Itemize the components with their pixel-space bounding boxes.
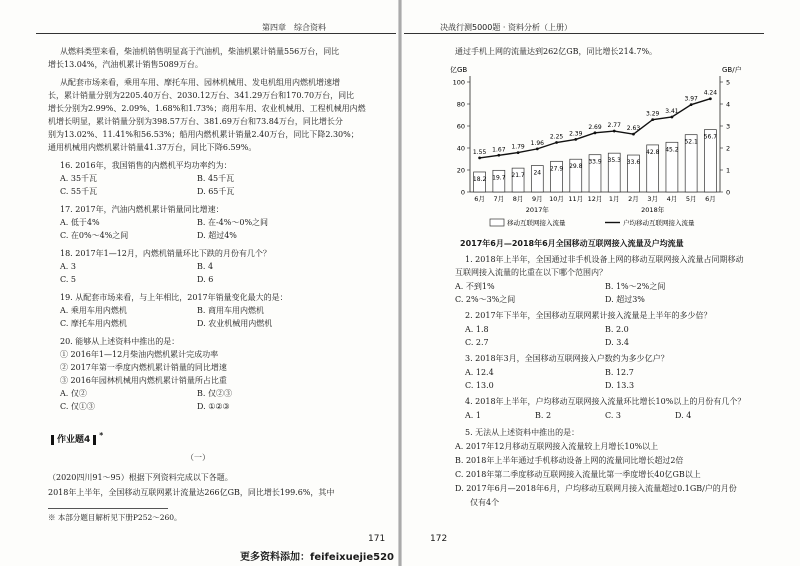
x-tick-label: 1月 bbox=[608, 195, 620, 203]
page-number-left: 171 bbox=[368, 534, 386, 544]
x-tick-label: 8月 bbox=[512, 195, 524, 203]
statement-2: ② 2017年第一季度内燃机累计销量的同比增速 bbox=[60, 363, 227, 372]
question-stem-cont: 互联网接入流量的比重在以下哪个范围内？ bbox=[455, 268, 607, 277]
question-stem: 17. 2017年，汽油内燃机累计销量同比增速： bbox=[60, 205, 224, 214]
line-value-label: 2.25 bbox=[549, 133, 564, 141]
x-tick-label: 10月 bbox=[549, 195, 564, 203]
question-stem: 19. 从配套市场来看，与上年相比，2017年销量变化最大的是： bbox=[60, 293, 288, 302]
line-value-label: 1.96 bbox=[530, 139, 544, 147]
chart-title: 2017年6月—2018年6月全国移动互联网接入流量及户均流量 bbox=[460, 239, 684, 248]
bar-value-label: 27.9 bbox=[549, 165, 564, 173]
line-value-label: 2.39 bbox=[569, 130, 583, 138]
right-header-title: 决战行测5000题 · 资料分析（上册） bbox=[440, 23, 572, 32]
y-tick-label-left: 0 bbox=[460, 188, 465, 197]
option-d[interactable]: D. 13.3 bbox=[605, 381, 635, 390]
y-tick-label-left: 80 bbox=[456, 100, 465, 109]
intro-line: 长，累计销量分别为2205.40万台、2030.12万台、341.29万台和170.70万台，同比 bbox=[48, 91, 355, 100]
option-a[interactable]: A. 1 bbox=[465, 411, 481, 420]
intro-line: 从燃料类型来看，柴油机销售明显高于汽油机，柴油机累计销量556万台，同比 bbox=[60, 47, 340, 56]
bar-value-label: 33.9 bbox=[588, 158, 602, 166]
line-value-label: 1.55 bbox=[472, 148, 487, 156]
x-tick-label: 7月 bbox=[493, 195, 505, 203]
line-value-label: 2.63 bbox=[626, 125, 641, 133]
bar-value-label: 45.2 bbox=[665, 146, 679, 154]
book-gutter bbox=[398, 0, 402, 566]
bar-value-label: 33.6 bbox=[626, 159, 641, 167]
line-value-label: 1.79 bbox=[511, 143, 525, 151]
bar-value-label: 29.8 bbox=[569, 163, 583, 171]
x-tick-label: 12月 bbox=[587, 195, 603, 203]
option-b[interactable]: B. 4 bbox=[197, 262, 214, 271]
line-point bbox=[536, 147, 539, 150]
question-stem: 3. 2018年3月，全国移动互联网接入户数约为多少亿户？ bbox=[465, 354, 669, 363]
y-tick-label-left: 100 bbox=[452, 78, 465, 87]
option-b[interactable]: B. 仅②③ bbox=[197, 389, 232, 398]
line-point bbox=[594, 131, 597, 134]
y-tick-label-right: 5 bbox=[726, 78, 731, 87]
option-d-cont: 仅有4个 bbox=[470, 498, 500, 507]
option-c[interactable]: C. 在0%～4%之间 bbox=[60, 231, 129, 240]
option-d[interactable]: D. 超过3% bbox=[605, 295, 645, 304]
year-label: 2018年 bbox=[641, 206, 665, 214]
left-header-chapter: 第四章 综合资料 bbox=[262, 23, 326, 32]
section-title: 作业题4 bbox=[57, 435, 91, 445]
line-point bbox=[478, 157, 481, 160]
question-stem: 20. 能够从上述资料中推出的是： bbox=[60, 337, 180, 346]
left-header-rule bbox=[36, 33, 396, 34]
bar-value-label: 21.7 bbox=[511, 172, 525, 180]
bar-value-label: 42.8 bbox=[646, 148, 660, 156]
option-b[interactable]: B. 2.0 bbox=[605, 325, 629, 334]
line-value-label: 1.67 bbox=[492, 146, 506, 154]
legend-bar-swatch bbox=[490, 219, 504, 226]
x-tick-label: 2月 bbox=[628, 195, 639, 203]
line-value-label: 2.77 bbox=[607, 122, 621, 130]
x-tick-label: 9月 bbox=[531, 195, 543, 203]
option-b[interactable]: B. 45千瓦 bbox=[197, 174, 235, 183]
x-tick-label: 4月 bbox=[666, 195, 678, 203]
x-tick-label: 3月 bbox=[647, 195, 659, 203]
bar-value-label: 56.7 bbox=[703, 133, 718, 141]
section-star: * bbox=[99, 431, 104, 440]
option-b[interactable]: B. 1%～2%之间 bbox=[605, 282, 666, 291]
y-tick-label-right: 3 bbox=[726, 122, 731, 131]
y-tick-label-right: 1 bbox=[726, 166, 731, 175]
question-stem: 2. 2017年下半年，全国移动互联网累计接入流量是上半年的多少倍？ bbox=[465, 311, 712, 320]
year-label: 2017年 bbox=[525, 206, 549, 214]
x-tick-label: 6月 bbox=[474, 195, 485, 203]
line-point bbox=[632, 133, 635, 136]
option-d[interactable]: D. 农业机械用内燃机 bbox=[197, 319, 273, 328]
option-c[interactable]: C. 13.0 bbox=[465, 381, 494, 390]
line-point bbox=[651, 118, 654, 121]
option-a[interactable]: A. 12.4 bbox=[465, 368, 494, 377]
option-d[interactable]: D. 超过4% bbox=[197, 231, 237, 240]
line-point bbox=[517, 151, 520, 154]
right-top-line: 通过手机上网的流量达到262亿GB，同比增长214.7%。 bbox=[455, 47, 658, 56]
bar-value-label: 18.2 bbox=[472, 175, 487, 183]
statement-1: ① 2016年1—12月柴油内燃机累计完成功率 bbox=[60, 350, 219, 359]
y-tick-label-right: 4 bbox=[726, 100, 731, 109]
legend-line-label: 户均移动互联网接入流量 bbox=[623, 219, 695, 227]
footnote: ※ 本部分题目解析见下册P252～260。 bbox=[48, 513, 182, 522]
option-a[interactable]: A. 乘用车用内燃机 bbox=[60, 306, 127, 315]
intro-line: 增长分别为2.99%、2.09%、1.68%和1.73%；商用车用、农业机械用、工程机械用内燃 bbox=[48, 104, 366, 113]
data-line: 2018年上半年，全国移动互联网累计流量达266亿GB，同比增长199.6%，其中 bbox=[48, 488, 335, 497]
footnote-rule bbox=[48, 508, 168, 509]
option-b[interactable]: B. 12.7 bbox=[605, 368, 634, 377]
option-c[interactable]: C. 5 bbox=[60, 275, 77, 284]
option-c[interactable]: C. 3 bbox=[605, 411, 622, 420]
question-stem: 16. 2016年，我国销售的内燃机平均功率约为： bbox=[60, 161, 232, 170]
option-c[interactable]: C. 2.7 bbox=[465, 338, 489, 347]
line-value-label: 3.29 bbox=[646, 110, 660, 118]
line-value-label: 4.24 bbox=[703, 89, 718, 97]
option-d[interactable]: D. 6 bbox=[197, 275, 214, 284]
intro-line: 通用机械用内燃机累计销量41.37万台，同比下降6.59%。 bbox=[48, 143, 257, 152]
legend-bar-label: 移动互联网接入流量 bbox=[507, 219, 566, 227]
part-label: （一） bbox=[186, 453, 210, 462]
option-c[interactable]: C. 摩托车用内燃机 bbox=[60, 319, 127, 328]
intro-line: 增长13.04%，汽油机累计销售5089万台。 bbox=[48, 60, 203, 69]
option-a[interactable]: A. 1.8 bbox=[465, 325, 489, 334]
statement-3: ③ 2016年园林机械用内燃机累计销量所占比重 bbox=[60, 376, 227, 385]
option-d[interactable]: D. 4 bbox=[675, 411, 692, 420]
y-tick-label-left: 40 bbox=[456, 144, 465, 153]
section-bar-icon bbox=[51, 435, 54, 445]
page-number-right: 172 bbox=[430, 534, 448, 544]
option-d[interactable]: D. 65千瓦 bbox=[197, 187, 235, 196]
right-header-rule bbox=[404, 33, 764, 34]
line-point bbox=[497, 154, 500, 157]
question-stem: 4. 2018年上半年，户均移动互联网接入流量环比增长10%以上的月份有几个？ bbox=[465, 397, 746, 406]
section-bar-icon bbox=[93, 435, 96, 445]
line-value-label: 3.97 bbox=[684, 95, 698, 103]
option-b[interactable]: B. 2018年上半年通过手机移动设备上网的流量同比增长超过2倍 bbox=[455, 456, 684, 465]
left-axis-unit: 亿GB bbox=[450, 66, 468, 74]
traffic-chart bbox=[448, 60, 758, 235]
option-c[interactable]: C. 2018年第二季度移动互联网接入流量比第一季度增长40亿GB以上 bbox=[455, 470, 701, 479]
option-a[interactable]: A. 仅② bbox=[60, 389, 87, 398]
line-point bbox=[690, 103, 693, 106]
option-a[interactable]: A. 低于4% bbox=[60, 218, 100, 227]
option-b[interactable]: B. 商用车用内燃机 bbox=[197, 306, 264, 315]
y-tick-label-right: 0 bbox=[726, 188, 731, 197]
bar-value-label: 24 bbox=[533, 169, 542, 177]
source-line: （2020四川91～95）根据下列资料完成以下各题。 bbox=[48, 473, 233, 482]
option-a[interactable]: A. 35千瓦 bbox=[60, 174, 98, 183]
option-c[interactable]: C. 2%～3%之间 bbox=[455, 295, 516, 304]
question-stem: 1. 2018年上半年，全国通过非手机设备上网的移动互联网接入流量占同期移动 bbox=[465, 255, 744, 264]
option-c[interactable]: C. 仅①③ bbox=[60, 402, 95, 411]
option-c[interactable]: C. 55千瓦 bbox=[60, 187, 98, 196]
question-stem: 5. 无法从上述资料中推出的是： bbox=[465, 428, 580, 437]
section-heading bbox=[48, 430, 103, 446]
line-value-label: 2.69 bbox=[588, 123, 602, 131]
y-tick-label-left: 60 bbox=[456, 122, 465, 131]
right-axis-unit: GB/户 bbox=[722, 66, 742, 74]
watermark-text: 更多资料添加：feifeixuejie520 bbox=[240, 552, 394, 563]
x-tick-label: 11月 bbox=[568, 195, 584, 203]
option-a[interactable]: A. 2017年12月移动互联网接入流量较上月增长10%以上 bbox=[455, 442, 659, 451]
intro-line: 从配套市场来看，乘用车用、摩托车用、园林机械用、发电机组用内燃机增速增 bbox=[60, 78, 340, 87]
option-d[interactable]: D. 2017年6月—2018年6月，户均移动互联网月接入流量超过0.1GB/户的月份 bbox=[455, 484, 737, 493]
line-point bbox=[555, 141, 558, 144]
y-tick-label-left: 20 bbox=[456, 166, 465, 175]
option-d[interactable]: D. 3.4 bbox=[605, 338, 629, 347]
line-point bbox=[574, 138, 577, 141]
bar-value-label: 19.7 bbox=[492, 174, 506, 182]
line-point bbox=[709, 97, 712, 100]
line-point bbox=[613, 130, 616, 133]
option-a[interactable]: A. 不到1% bbox=[455, 282, 495, 291]
line-value-label: 3.41 bbox=[665, 107, 679, 115]
line-point bbox=[671, 116, 674, 119]
intro-line: 机增长明显，累计销量分别为398.57万台、381.69万台和73.84万台，同比增长分 bbox=[48, 117, 343, 126]
option-d[interactable]: D. ①②③ bbox=[197, 402, 230, 411]
x-tick-label: 6月 bbox=[705, 195, 716, 203]
y-tick-label-right: 2 bbox=[726, 144, 731, 153]
option-b[interactable]: B. 2 bbox=[535, 411, 552, 420]
question-stem: 18. 2017年1—12月，内燃机销量环比下跌的月份有几个？ bbox=[60, 249, 271, 258]
bar-value-label: 35.3 bbox=[607, 157, 621, 165]
option-a[interactable]: A. 3 bbox=[60, 262, 76, 271]
bar-value-label: 52.1 bbox=[684, 138, 698, 146]
x-tick-label: 5月 bbox=[685, 195, 697, 203]
intro-line: 别为13.02%、11.41%和56.53%；船用内燃机累计销量2.40万台，同比下降2.30%； bbox=[48, 130, 359, 139]
option-b[interactable]: B. 在-4%～0%之间 bbox=[197, 218, 269, 227]
